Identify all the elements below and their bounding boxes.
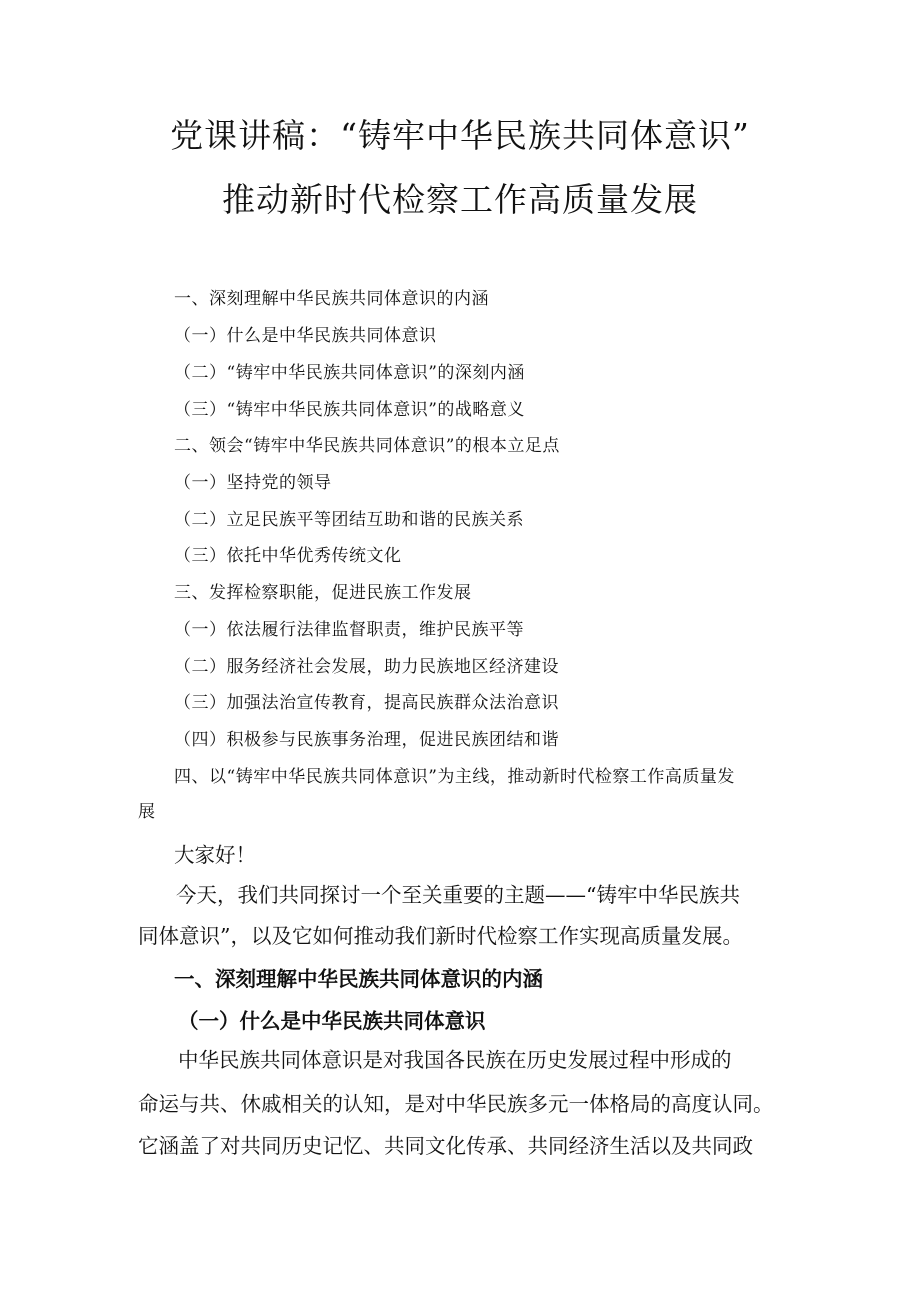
toc-item: 一、深刻理解中华民族共同体意识的内涵 — [174, 289, 489, 309]
toc-item: （二）服务经济社会发展，助力民族地区经济建设 — [174, 657, 559, 677]
toc-item: （三）加强法治宣传教育，提高民族群众法治意识 — [174, 693, 559, 713]
document-title-line-2: 推动新时代检察工作高质量发展 — [222, 180, 698, 219]
intro-paragraph-line: 今天，我们共同探讨一个至关重要的主题——“铸牢中华民族共 — [176, 883, 740, 907]
toc-item: （四）积极参与民族事务治理，促进民族团结和谐 — [174, 730, 559, 750]
toc-item: 四、以“铸牢中华民族共同体意识”为主线，推动新时代检察工作高质量发 — [174, 767, 735, 787]
section-heading: 一、深刻理解中华民族共同体意识的内涵 — [174, 967, 543, 991]
toc-item: （一）依法履行法律监督职责，维护民族平等 — [174, 620, 524, 640]
body-paragraph-line: 中华民族共同体意识是对我国各民族在历史发展过程中形成的 — [178, 1048, 732, 1072]
document-title-line-1: 党课讲稿：“铸牢中华民族共同体意识” — [170, 116, 750, 155]
toc-item: （一）什么是中华民族共同体意识 — [174, 326, 437, 346]
toc-item: （二）立足民族平等团结互助和谐的民族关系 — [174, 510, 524, 530]
toc-item: 二、领会“铸牢中华民族共同体意识”的根本立足点 — [174, 436, 560, 456]
intro-paragraph-line: 同体意识”，以及它如何推动我们新时代检察工作实现高质量发展。 — [138, 924, 743, 948]
subsection-heading: （一）什么是中华民族共同体意识 — [178, 1009, 486, 1033]
toc-item: （三）依托中华优秀传统文化 — [174, 546, 402, 566]
greeting: 大家好！ — [174, 843, 256, 867]
toc-item: 三、发挥检察职能，促进民族工作发展 — [174, 583, 472, 603]
body-paragraph-line: 命运与共、休戚相关的认知，是对中华民族多元一体格局的高度认同。 — [138, 1092, 774, 1116]
toc-item: （一）坚持党的领导 — [174, 473, 332, 493]
toc-item: （三）“铸牢中华民族共同体意识”的战略意义 — [174, 400, 525, 420]
body-paragraph-line: 它涵盖了对共同历史记忆、共同文化传承、共同经济生活以及共同政 — [138, 1134, 753, 1158]
toc-item: （二）“铸牢中华民族共同体意识”的深刻内涵 — [174, 363, 525, 383]
toc-item-continuation: 展 — [138, 802, 156, 822]
